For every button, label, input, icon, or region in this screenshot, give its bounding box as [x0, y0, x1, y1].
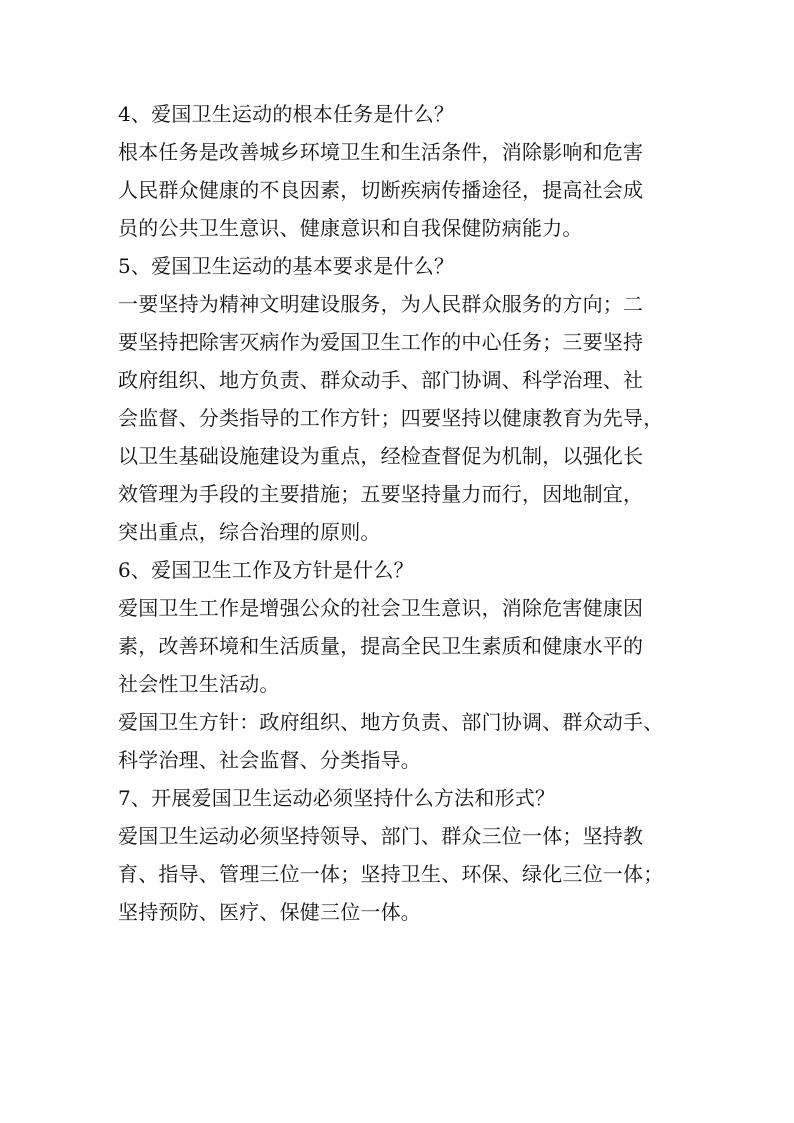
- answer-6-line-2: 素，改善环境和生活质量，提高全民卫生素质和健康水平的: [118, 634, 644, 658]
- answer-6-line-3: 社会性卫生活动。: [118, 672, 280, 696]
- answer-7-line-3: 坚持预防、医疗、保健三位一体。: [118, 900, 421, 924]
- answer-5-line-5: 以卫生基础设施建设为重点，经检查督促为机制，以强化长: [118, 444, 644, 468]
- answer-5-line-1: 一要坚持为精神文明建设服务，为人民群众服务的方向；二: [118, 292, 644, 316]
- question-7: 7、开展爱国卫生运动必须坚持什么方法和形式？: [118, 786, 556, 810]
- answer-5-line-6: 效管理为手段的主要措施；五要坚持量力而行，因地制宜，: [118, 482, 644, 506]
- answer-5-line-4: 会监督、分类指导的工作方针；四要坚持以健康教育为先导，: [118, 406, 664, 430]
- question-5: 5、爱国卫生运动的基本要求是什么？: [118, 254, 455, 278]
- answer-5-line-2: 要坚持把除害灭病作为爱国卫生工作的中心任务；三要坚持: [118, 330, 644, 354]
- question-6: 6、爱国卫生工作及方针是什么？: [118, 558, 414, 582]
- answer-7-line-1: 爱国卫生运动必须坚持领导、部门、群众三位一体；坚持教: [118, 824, 644, 848]
- policy-line-2: 科学治理、社会监督、分类指导。: [118, 748, 421, 772]
- answer-4-line-1: 根本任务是改善城乡环境卫生和生活条件，消除影响和危害: [118, 140, 644, 164]
- answer-7-line-2: 育、指导、管理三位一体；坚持卫生、环保、绿化三位一体；: [118, 862, 664, 886]
- answer-5-line-3: 政府组织、地方负责、群众动手、部门协调、科学治理、社: [118, 368, 644, 392]
- answer-4-line-3: 员的公共卫生意识、健康意识和自我保健防病能力。: [118, 216, 583, 240]
- policy-line-1: 爱国卫生方针：政府组织、地方负责、部门协调、群众动手、: [118, 710, 664, 734]
- question-4: 4、爱国卫生运动的根本任务是什么？: [118, 102, 455, 126]
- answer-4-line-2: 人民群众健康的不良因素，切断疾病传播途径，提高社会成: [118, 178, 644, 202]
- answer-6-line-1: 爱国卫生工作是增强公众的社会卫生意识，消除危害健康因: [118, 596, 644, 620]
- document-body: [118, 95, 688, 931]
- answer-5-line-7: 突出重点，综合治理的原则。: [118, 520, 381, 544]
